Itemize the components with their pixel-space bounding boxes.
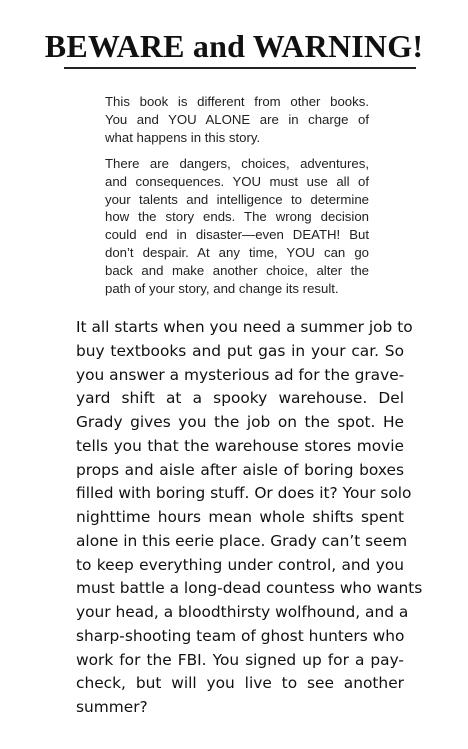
text-line: path of your story, and change its result. xyxy=(105,280,339,296)
text-line: yard shift at a spooky warehouse. Del xyxy=(76,389,404,408)
text-line: you answer a mysterious ad for the grave- xyxy=(76,365,405,384)
text-line: alone in this eerie place. Grady can’t seem xyxy=(76,531,408,550)
intro-paragraph-1 xyxy=(105,93,369,146)
text-line: There are dangers, choices, adventures, xyxy=(105,156,369,171)
text-line: It all starts when you need a summer job to xyxy=(76,318,413,336)
text-line: Grady gives you the job on the spot. He xyxy=(76,413,404,431)
text-line: sharp-shooting team of ghost hunters who xyxy=(76,626,405,645)
text-line: how the story ends. The wrong decision xyxy=(105,209,369,225)
text-line: and consequences. YOU must use all of xyxy=(105,173,369,189)
text-line: summer? xyxy=(76,698,148,716)
text-line: This book is different from other books. xyxy=(105,94,369,109)
text-line: could end in disaster—even DEATH! But xyxy=(105,227,369,243)
text-line: don’t despair. At any time, YOU can go xyxy=(105,244,369,260)
text-line: work for the FBI. You signed up for a pay- xyxy=(76,650,404,669)
text-line: check, but will you live to see another xyxy=(76,674,404,693)
story-paragraph xyxy=(76,316,423,720)
text-line: buy textbooks and put gas in your car. So xyxy=(76,341,404,360)
text-line: props and aisle after aisle of boring boxes xyxy=(76,460,404,479)
text-line: tells you that the warehouse stores movie xyxy=(76,436,404,455)
text-line: to keep everything under control, and you xyxy=(76,555,404,574)
text-line: back and make another choice, alter the xyxy=(105,262,369,278)
title-underline-rule xyxy=(64,67,416,69)
page-title: BEWARE and WARNING! xyxy=(44,28,424,64)
text-line: what happens in this story. xyxy=(105,129,261,145)
text-line: your talents and intelligence to determine xyxy=(105,191,369,207)
text-line: You and YOU ALONE are in charge of xyxy=(105,111,369,127)
text-line: nighttime hours mean whole shifts spent xyxy=(76,508,404,526)
text-line: must battle a long-dead countess who wants xyxy=(76,579,423,598)
text-line: filled with boring stuff. Or does it? Your solo xyxy=(76,484,412,503)
text-line: your head, a bloodthirsty wolfhound, and a xyxy=(76,603,409,621)
intro-paragraph-2 xyxy=(105,155,369,297)
